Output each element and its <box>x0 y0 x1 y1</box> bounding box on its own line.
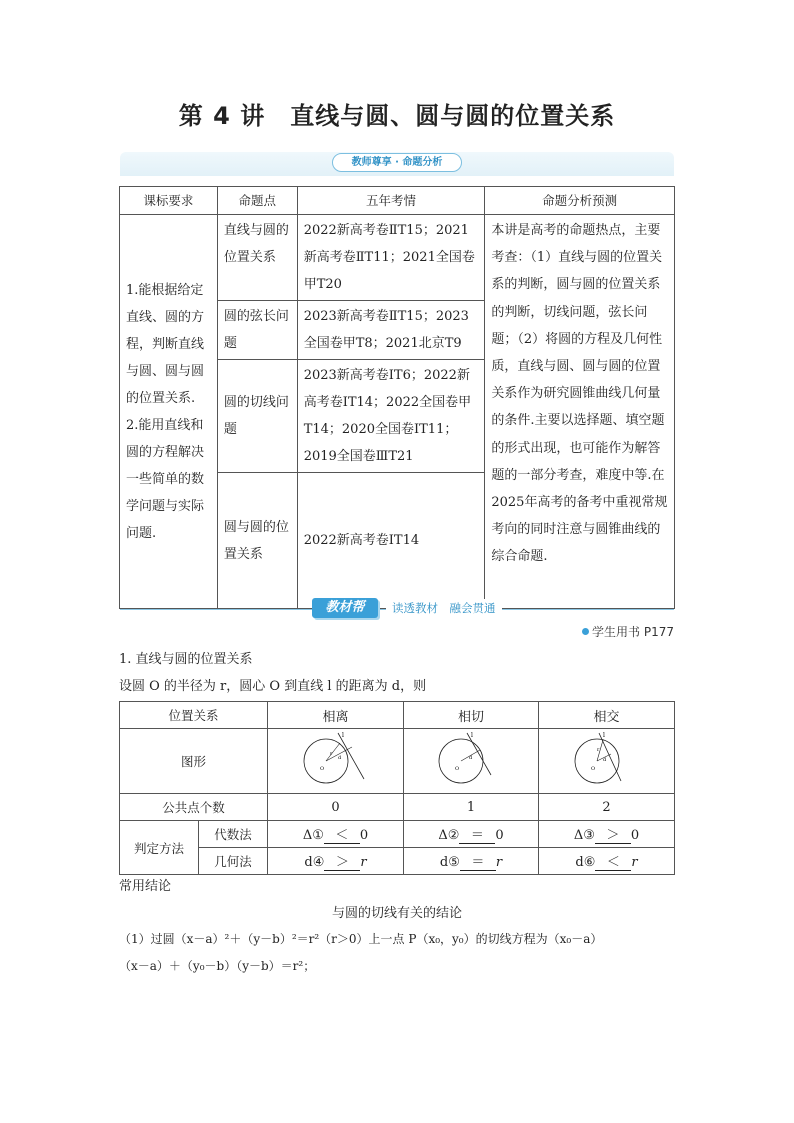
center-label: O <box>590 766 595 772</box>
point-cell: 圆的弦长问题 <box>217 301 297 360</box>
exam-cell: 2023新高考卷ⅡT15；2023全国卷甲T8；2021北京T9 <box>297 301 485 360</box>
alg-tangent <box>404 821 539 848</box>
alg-prefix: Δ③ <box>573 828 595 843</box>
geo-answer: ＝ <box>460 851 496 871</box>
header-forecast: 命题分析预测 <box>485 187 675 215</box>
separate-diagram <box>296 729 376 789</box>
exam-analysis-table <box>119 186 675 609</box>
dot-icon <box>582 628 589 635</box>
ref-text: 学生用书 P177 <box>592 625 674 639</box>
geo-answer: ＞ <box>324 851 360 871</box>
col-separate: 相离 <box>268 702 404 729</box>
figure-tangent <box>404 729 539 794</box>
col-intersect: 相交 <box>539 702 675 729</box>
intersect-diagram <box>567 729 647 789</box>
textbook-subtitle: 读透教材 融会贯通 <box>386 599 502 617</box>
count-intersect: 2 <box>539 794 675 821</box>
tangent-section-title: 与圆的切线有关的结论 <box>331 906 462 921</box>
teacher-banner-label: 教师尊享 · 命题分析 <box>332 153 462 172</box>
geo-suffix: r <box>495 855 503 870</box>
point-cell: 圆与圆的位置关系 <box>217 473 297 609</box>
alg-suffix: 0 <box>630 828 640 843</box>
line-label: l <box>471 732 473 739</box>
point-cell: 圆的切线问题 <box>217 360 297 473</box>
alg-separate <box>268 821 404 848</box>
position-relation-table <box>119 701 675 875</box>
row-figure: 图形 <box>120 729 268 794</box>
teacher-banner <box>120 152 674 176</box>
alg-label: 代数法 <box>199 821 268 848</box>
tangent-text-line1: （1）过圆（x－a）²＋（y－b）²＝r²（r＞0）上一点 P（x₀，y₀）的切线方程为（x₀－a） <box>119 932 603 946</box>
alg-prefix: Δ① <box>302 828 324 843</box>
exam-cell: 2022新高考卷ⅡT15；2021新高考卷ⅡT11；2021全国卷甲T20 <box>297 215 485 301</box>
section-heading: 1. 直线与圆的位置关系 <box>119 652 253 667</box>
row-count: 公共点个数 <box>120 794 268 821</box>
center-label: O <box>455 766 460 772</box>
alg-answer: ＝ <box>459 824 495 844</box>
tangent-diagram <box>431 729 511 789</box>
alg-answer: ＜ <box>324 824 360 844</box>
geo-answer: ＜ <box>595 851 631 871</box>
exam-cell: 2023新高考卷ⅠT6；2022新高考卷ⅠT14；2022全国卷甲T14；2020全国卷ⅠT11；2019全国卷ⅢT21 <box>297 360 485 473</box>
geo-prefix: d④ <box>304 855 325 870</box>
forecast-cell: 本讲是高考的命题热点，主要考查：（1）直线与圆的位置关系的判断，圆与圆的位置关系的判断，切线问题，弦长问题；（2）将圆的方程及几何性质，直线与圆、圆与圆的位置关系作为研究圆锥曲线几何量的条件.主要以选择题、填空题的形式出现，也可能作为解答题的一部分考查，难度中等.在2025年高考的备考中重视常规考向的同时注意与圆锥曲线的综合命题. <box>485 215 675 609</box>
geo-suffix: r <box>631 855 638 870</box>
exam-cell: 2022新高考卷ⅠT14 <box>297 473 485 609</box>
textbook-banner <box>120 598 674 622</box>
student-book-ref <box>582 623 674 640</box>
geo-intersect <box>539 848 675 875</box>
distance-label: d <box>602 757 606 763</box>
alg-prefix: Δ② <box>438 828 460 843</box>
alg-intersect <box>539 821 675 848</box>
alg-answer: ＞ <box>595 824 631 844</box>
tangent-text-line2: （x－a）＋（y₀－b）（y－b）＝r²； <box>119 959 316 973</box>
geo-tangent <box>404 848 539 875</box>
alg-suffix: 0 <box>495 828 504 843</box>
count-tangent: 1 <box>404 794 539 821</box>
col-tangent: 相切 <box>404 702 539 729</box>
geo-label: 几何法 <box>199 848 268 875</box>
radius-label: r <box>329 751 332 757</box>
header-exam: 五年考情 <box>297 187 485 215</box>
header-requirements: 课标要求 <box>120 187 218 215</box>
geo-prefix: d⑥ <box>575 855 596 870</box>
distance-label: d <box>337 755 341 761</box>
count-separate: 0 <box>268 794 404 821</box>
center-label: O <box>319 766 324 772</box>
section-intro: 设圆 O 的半径为 r，圆心 O 到直线 l 的距离为 d，则 <box>119 679 427 694</box>
geo-prefix: d⑤ <box>439 855 460 870</box>
point-cell: 直线与圆的位置关系 <box>217 215 297 301</box>
common-conclusions-label: 常用结论 <box>119 879 172 894</box>
row-method: 判定方法 <box>120 821 199 875</box>
line-label: l <box>602 732 605 739</box>
geo-suffix: r <box>360 855 367 870</box>
textbook-tag: 教材帮 <box>312 598 378 618</box>
radius-label: r <box>596 747 599 753</box>
line-label: l <box>341 732 344 739</box>
page-title: 第 4 讲 直线与圆、圆与圆的位置关系 <box>178 102 616 130</box>
geo-separate <box>268 848 404 875</box>
figure-separate <box>268 729 404 794</box>
col-relation: 位置关系 <box>120 702 268 729</box>
header-point: 命题点 <box>217 187 297 215</box>
alg-suffix: 0 <box>359 828 369 843</box>
distance-label: d <box>469 755 473 761</box>
requirements-cell: 1.能根据给定直线、圆的方程，判断直线与圆、圆与圆的位置关系. 2.能用直线和圆的方程解决一些简单的数学问题与实际问题. <box>120 215 218 609</box>
figure-intersect <box>539 729 675 794</box>
